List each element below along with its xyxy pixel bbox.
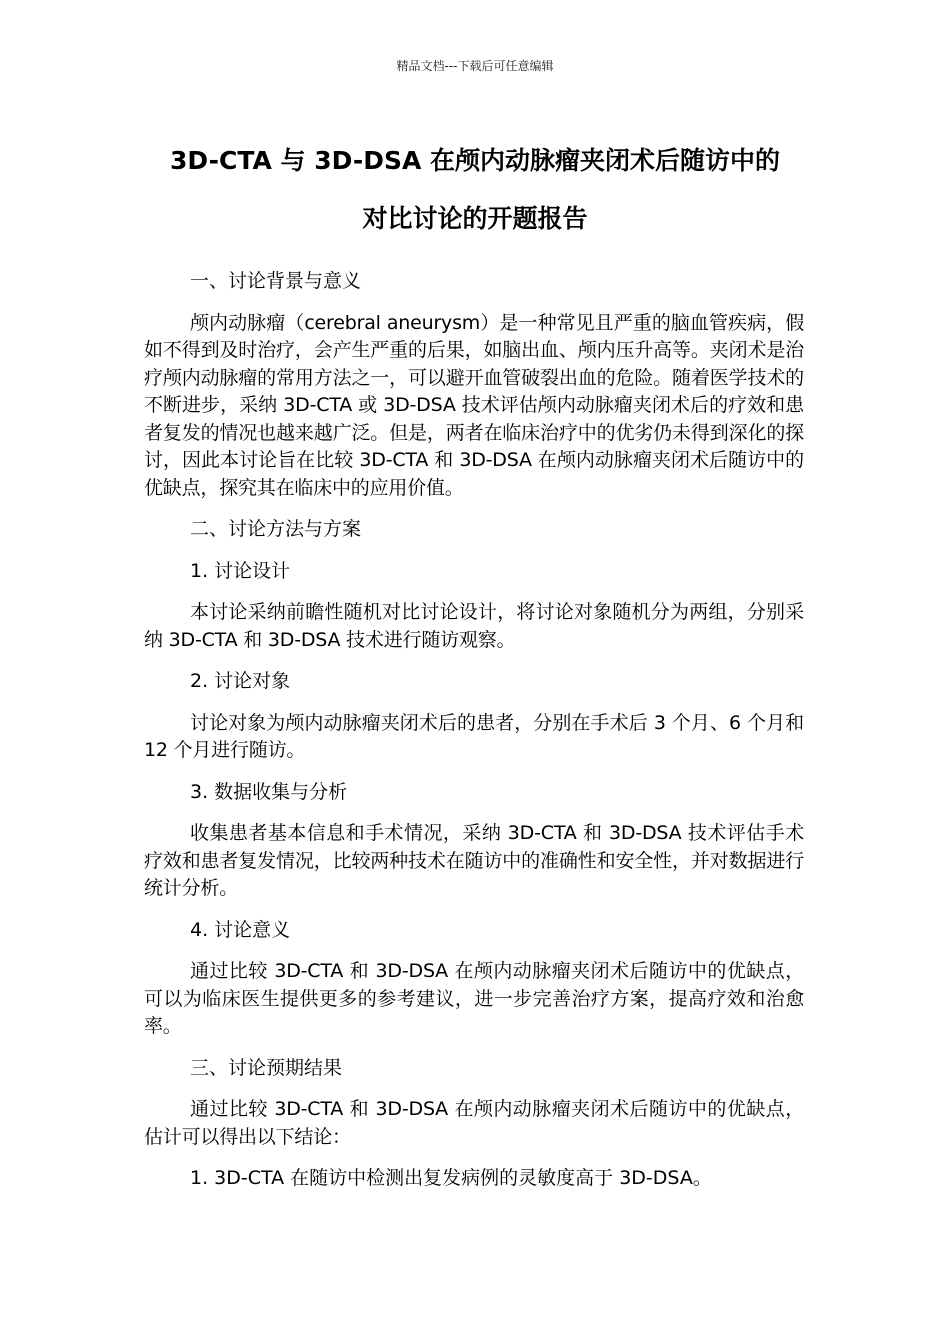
paragraph-background: 颅内动脉瘤（cerebral aneurysm）是一种常见且严重的脑血管疾病，假如不得到及时治疗，会产生严重的后果，如脑出血、颅内压升高等。夹闭术是治疗颅内动脉瘤的常用方法之一，可以避开血管破裂出血的危险。随着医学技术的不断进步，采纳 3D-CTA 或 3D-DSA 技术评估颅内动脉瘤夹闭术后的疗效和患者复发的情况也越来越广泛。但是，两者在临床治疗中的优劣仍未得到深化的探讨，因此本讨论旨在比较 3D-CTA 和 3D-DSA 在颅内动脉瘤夹闭术后随访中的优缺点，探究其在临床中的应用价值。 [144, 311, 804, 499]
title-line-2: 对比讨论的开题报告 [362, 204, 588, 233]
title-line-1: 3D-CTA 与 3D-DSA 在颅内动脉瘤夹闭术后随访中的 [170, 146, 780, 175]
paragraph-significance: 通过比较 3D-CTA 和 3D-DSA 在颅内动脉瘤夹闭术后随访中的优缺点，可以为临床医生提供更多的参考建议，进一步完善治疗方案，提高疗效和治愈率。 [144, 960, 804, 1037]
list-item-result-1: 1. 3D-CTA 在随访中检测出复发病例的灵敏度高于 3D-DSA。 [190, 1167, 712, 1189]
subheading-data-analysis: 3. 数据收集与分析 [190, 780, 348, 803]
subheading-significance: 4. 讨论意义 [190, 918, 291, 941]
document-title [120, 132, 830, 248]
paragraph-subjects: 讨论对象为颅内动脉瘤夹闭术后的患者，分别在手术后 3 个月、6 个月和 12 个月进行随访。 [144, 711, 804, 761]
subheading-subjects: 2. 讨论对象 [190, 670, 291, 692]
paragraph-expected-results: 通过比较 3D-CTA 和 3D-DSA 在颅内动脉瘤夹闭术后随访中的优缺点，估计可以得出以下结论： [144, 1098, 804, 1148]
section-heading-background: 一、讨论背景与意义 [190, 270, 362, 292]
section-heading-methods: 二、讨论方法与方案 [190, 518, 362, 540]
subheading-design: 1. 讨论设计 [190, 559, 291, 582]
paragraph-design: 本讨论采纳前瞻性随机对比讨论设计，将讨论对象随机分为两组，分别采纳 3D-CTA 和 3D-DSA 技术进行随访观察。 [144, 601, 804, 651]
page-header: 精品文档---下载后可任意编辑 [396, 59, 554, 73]
paragraph-data-analysis: 收集患者基本信息和手术情况，采纳 3D-CTA 和 3D-DSA 技术评估手术疗效和患者复发情况，比较两种技术在随访中的准确性和安全性，并对数据进行统计分析。 [144, 822, 804, 899]
document-body [144, 268, 804, 1207]
section-heading-expected-results: 三、讨论预期结果 [190, 1056, 343, 1079]
